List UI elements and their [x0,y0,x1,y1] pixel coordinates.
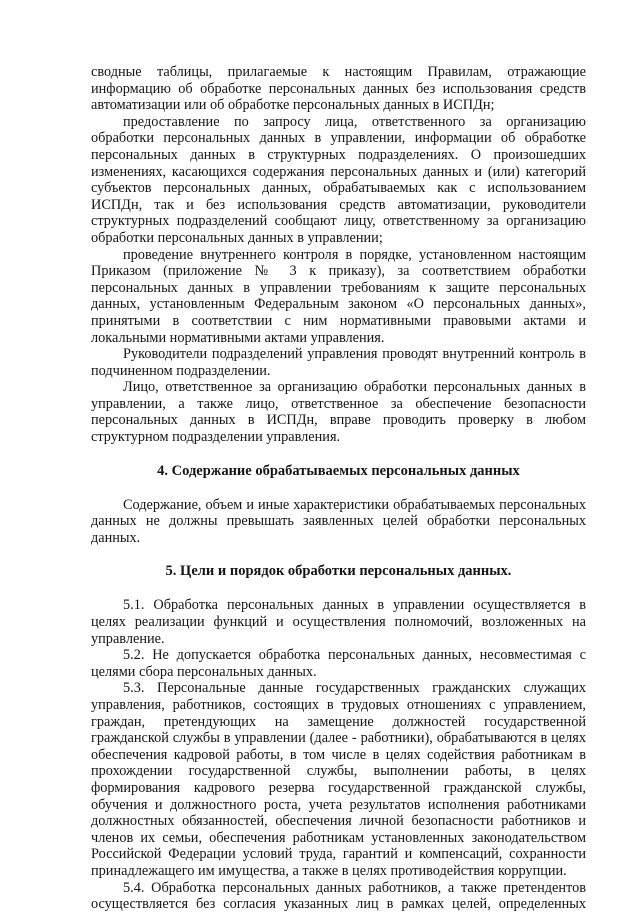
paragraph-5-1: 5.1. Обработка персональных данных в управлении осуществляется в целях реализации функций и осуществления полномочий, возложенных на управление. [91,597,586,647]
spacer [91,446,586,463]
section-5-heading: 5. Цели и порядок обработки персональных данных. [165,563,512,580]
paragraph-5-4: 5.4. Обработка персональных данных работников, а также претендентов осуществляется без согласия указанных лиц в рамках целей, определенных [91,879,586,913]
paragraph-heads-control: Руководители подразделений управления проводят внутренний контроль в подчиненном подразделении. [91,346,586,379]
paragraph-summary-tables: сводные таблицы, прилагаемые к настоящим Правилам, отражающие информацию об обработке персональных данных без использования средств автоматизации или об обработке персональных данных в ИСПДн; [91,64,586,114]
paragraph-responsible-person: Лицо, ответственное за организацию обработки персональных данных в управлении, а также лицо, ответственное за обеспечение безопасности персональных данных в ИСПДн, вправе проводить проверку в любом структурном подразделении управления. [91,379,586,446]
document-body [91,64,586,913]
paragraph-5-3: 5.3. Персональные данные государственных гражданских служащих управления, работников, состоящих в трудовых отношениях с управлением, граждан, претендующих на замещение должностей государственной гражданской службы в управлении (далее - работники), обрабатываются в целях обеспечения кадровой работы, в том числе в целях содействия работникам в прохождении государственной службы, выполнении работы, в целях формирования кадрового резерва государственной гражданской службы, обучения и должностного роста, учета результатов исполнения работниками должностных обязанностей, обеспечения личной безопасности работников и членов их семьи, обеспечения работникам установленных законодательством Российской Федерации условий труда, гарантий и компенсаций, сохранности принадлежащего им имущества, а также в целях противодействия коррупции. [91,680,586,879]
paragraph-content-scope: Содержание, объем и иные характеристики обрабатываемых персональных данных не должны превышать заявленных целей обработки персональных данных. [91,496,586,546]
paragraph-internal-control: проведение внутреннего контроля в порядке, установленном настоящим Приказом (приложение № 3 к приказу), за соответствием обработки персональных данных в управлении требованиям к защите персональных данных, установленным Федеральным законом «О персональных данных», принятыми в соответствии с ним нормативными правовыми актами и локальными нормативными актами управления. [91,246,586,346]
spacer [91,480,586,497]
section-4-heading: 4. Содержание обрабатываемых персональных данных [157,462,520,479]
spacer [91,580,586,597]
spacer [91,546,586,563]
paragraph-5-2: 5.2. Не допускается обработка персональных данных, несовместимая с целями сбора персональных данных. [91,647,586,680]
paragraph-information-request: предоставление по запросу лица, ответственного за организацию обработки персональных данных в управлении, информации об обработке персональных данных в структурных подразделениях. О произошедших изменениях, касающихся содержания персональных данных и (или) категорий субъектов персональных данных, обрабатываемых как с использованием ИСПДн, так и без использования средств автоматизации, руководители структурных подразделений сообщают лицу, ответственному за организацию обработки персональных данных в управлении; [91,113,586,246]
